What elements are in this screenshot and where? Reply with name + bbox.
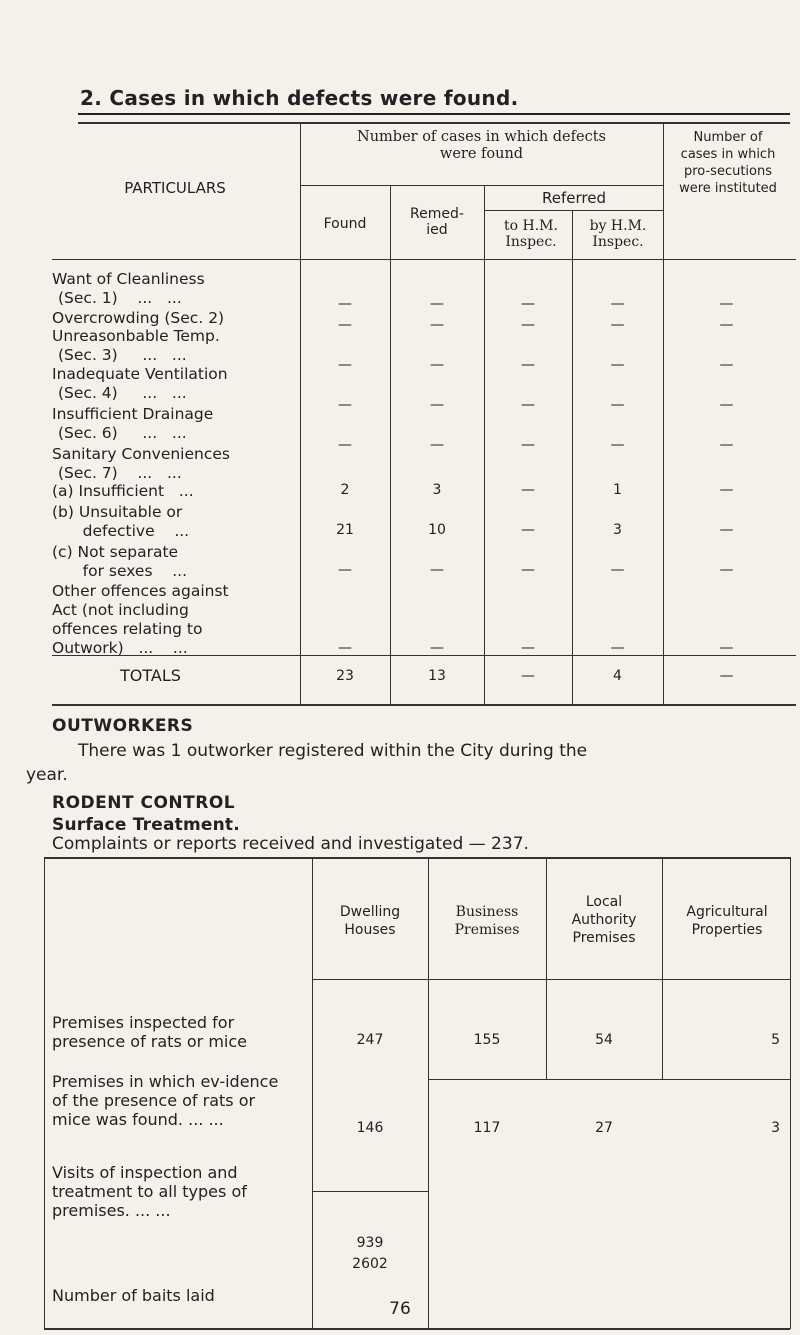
particulars-label-line: Inadequate Ventilation [52,365,228,383]
cell-by: — [610,437,625,453]
particulars-row-label [52,327,220,365]
cell-by: — [610,296,625,312]
cell-evidence-local: 27 [595,1120,613,1136]
outworkers-text-line2: year. [26,765,68,785]
cell-found: — [338,397,352,413]
particulars-row-label [52,365,228,403]
dwelling-houses-header: Dwelling Houses [339,904,401,938]
cell-remedied: 3 [432,482,442,498]
particulars-label-line: (Sec. 3) ... ... [58,346,187,364]
cell-to: — [521,522,535,538]
cell-by: — [610,397,625,413]
cell-found: — [338,562,352,578]
particulars-row-label [52,482,194,501]
cell-remedied: — [430,317,444,333]
cell-by: — [610,357,625,373]
header-rule [484,210,663,211]
particulars-row-label [52,405,213,443]
cell-by: — [610,317,625,333]
cell-to: — [521,317,535,333]
particulars-header: PARTICULARS [124,179,226,197]
particulars-label-line: Other offences against [52,582,229,600]
rodent-table-bottom-rule [44,1328,790,1330]
outworkers-heading: OUTWORKERS [52,716,194,736]
particulars-label-line: Act (not including [52,601,189,619]
rodent-control-heading: RODENT CONTROL [52,793,236,813]
particulars-row-label [52,543,187,581]
col-divider [300,122,301,705]
cell-evidence-dwelling: 146 [356,1120,384,1136]
totals-to-hm: — [521,668,535,684]
particulars-label-line: (Sec. 6) ... ... [58,424,187,442]
totals-prosecutions: — [719,668,734,684]
cell-inspected-dwelling: 247 [356,1032,384,1048]
cell-found: — [338,357,352,373]
totals-remedied: 13 [428,668,446,684]
rodent-table-left-rule [44,857,45,1329]
rodent-table-right-rule [790,857,791,1329]
particulars-row-label [52,309,224,328]
cell-by: 3 [613,522,622,538]
cell-remedied: 10 [428,522,446,538]
table-top-rule [78,122,790,124]
particulars-label-line: (Sec. 1) ... ... [58,289,182,307]
heading-underline [78,113,790,115]
cell-pros: — [719,640,734,656]
col-divider [663,122,664,705]
cell-found: — [338,640,352,656]
row-rule [312,1191,428,1192]
header-rule [312,979,790,980]
particulars-label-line: (c) Not separate [52,543,179,561]
particulars-label-line: Unreasonbable Temp. [52,327,220,345]
particulars-label-line: for sexes ... [58,562,188,580]
section-title: Cases in which defects were found. [109,86,519,110]
totals-by-hm: 4 [613,668,622,684]
cell-inspected-agricultural: 5 [771,1032,780,1048]
cell-inspected-local: 54 [595,1032,613,1048]
cell-remedied: — [430,562,444,578]
totals-label: TOTALS [120,666,181,685]
col-divider [428,857,429,1329]
cell-to: — [521,296,535,312]
particulars-label-line: offences relating to [52,620,203,638]
cell-baits-dwelling: 2602 [352,1256,388,1272]
particulars-label-line: (Sec. 7) ... ... [58,464,182,482]
particulars-label-line: (a) Insufficient ... [52,482,194,500]
cell-pros: — [719,482,734,498]
referred-header: Referred [542,189,606,207]
particulars-label-line: (Sec. 4) ... ... [58,384,187,402]
rodent-table-top-rule [44,857,790,859]
particulars-row-label [52,270,205,308]
particulars-label-line: (b) Unsuitable or [52,503,183,521]
cell-found: — [338,437,352,453]
local-authority-header: Local Authority Premises [571,894,637,946]
row-rule [428,1079,790,1080]
cell-pros: — [719,397,734,413]
found-header: Found [323,216,367,232]
cell-to: — [521,357,535,373]
section-number: 2. [80,86,103,110]
cell-pros: — [719,562,734,578]
cell-pros: — [719,437,734,453]
row-label-inspected: Premises inspected for presence of rats or mice [52,1013,247,1051]
cell-pros: — [719,522,734,538]
cell-evidence-agricultural: 3 [771,1120,780,1136]
header-rule [300,185,663,186]
cell-pros: — [719,296,734,312]
cell-remedied: — [430,397,444,413]
cell-to: — [521,397,535,413]
particulars-label-line: Insufficient Drainage [52,405,214,423]
agricultural-header: Agricultural Properties [686,904,768,938]
particulars-row-label [52,503,189,541]
cell-to: — [521,482,535,498]
particulars-row-label [52,582,229,658]
particulars-label-line: defective ... [58,522,190,540]
cell-to: — [521,562,535,578]
cell-to: — [521,437,535,453]
row-label-evidence: Premises in which ev-idence of the presence of rats or mice was found. ... ... [52,1072,279,1129]
particulars-row-label [52,445,230,483]
to-hm-inspec-header: to H.M. Inspec. [504,218,558,250]
cell-remedied: — [430,357,444,373]
outworkers-text [26,739,782,787]
particulars-label-line: Overcrowding (Sec. 2) [52,309,225,327]
cell-remedied: — [430,437,444,453]
business-premises-header: Business Premises [454,904,520,938]
outworkers-text-line1: There was 1 outworker registered within the City during the [78,741,588,761]
cell-found: 21 [336,522,354,538]
cell-by: — [610,562,625,578]
prosecutions-header: Number of cases in which pro-secutions were instituted [679,130,777,196]
row-label-baits: Number of baits laid [52,1286,215,1305]
row-label-visits: Visits of inspection and treatment to all types of premises. ... ... [52,1163,247,1220]
col-divider [572,210,573,705]
surface-treatment-heading: Surface Treatment. [52,815,240,835]
particulars-label-line: Want of Cleanliness [52,270,205,288]
cell-pros: — [719,357,734,373]
cell-by: 1 [613,482,622,498]
cell-remedied: — [430,640,444,656]
section-heading [80,86,518,110]
number-of-cases-header: Number of cases in which defects were found [357,129,606,162]
cell-found: — [338,296,352,312]
table-bottom-rule [52,704,796,706]
header-bottom-rule [52,259,796,260]
cell-found: 2 [340,482,350,498]
cell-by: — [610,640,625,656]
remedied-header: Remed-ied [410,206,464,238]
complaints-text: Complaints or reports received and investigated — 237. [52,834,529,854]
cell-to: — [521,640,535,656]
by-hm-inspec-header: by H.M. Inspec. [589,218,647,250]
particulars-label-line: Sanitary Conveniences [52,445,230,463]
particulars-label-line: Outwork) ... ... [52,639,188,657]
cell-found: — [338,317,352,333]
totals-found: 23 [336,668,354,684]
cell-remedied: — [430,296,444,312]
page-number: 76 [389,1299,411,1319]
cell-inspected-business: 155 [473,1032,501,1048]
cell-evidence-business: 117 [473,1120,501,1136]
cell-pros: — [719,317,734,333]
cell-visits-dwelling: 939 [356,1235,384,1251]
